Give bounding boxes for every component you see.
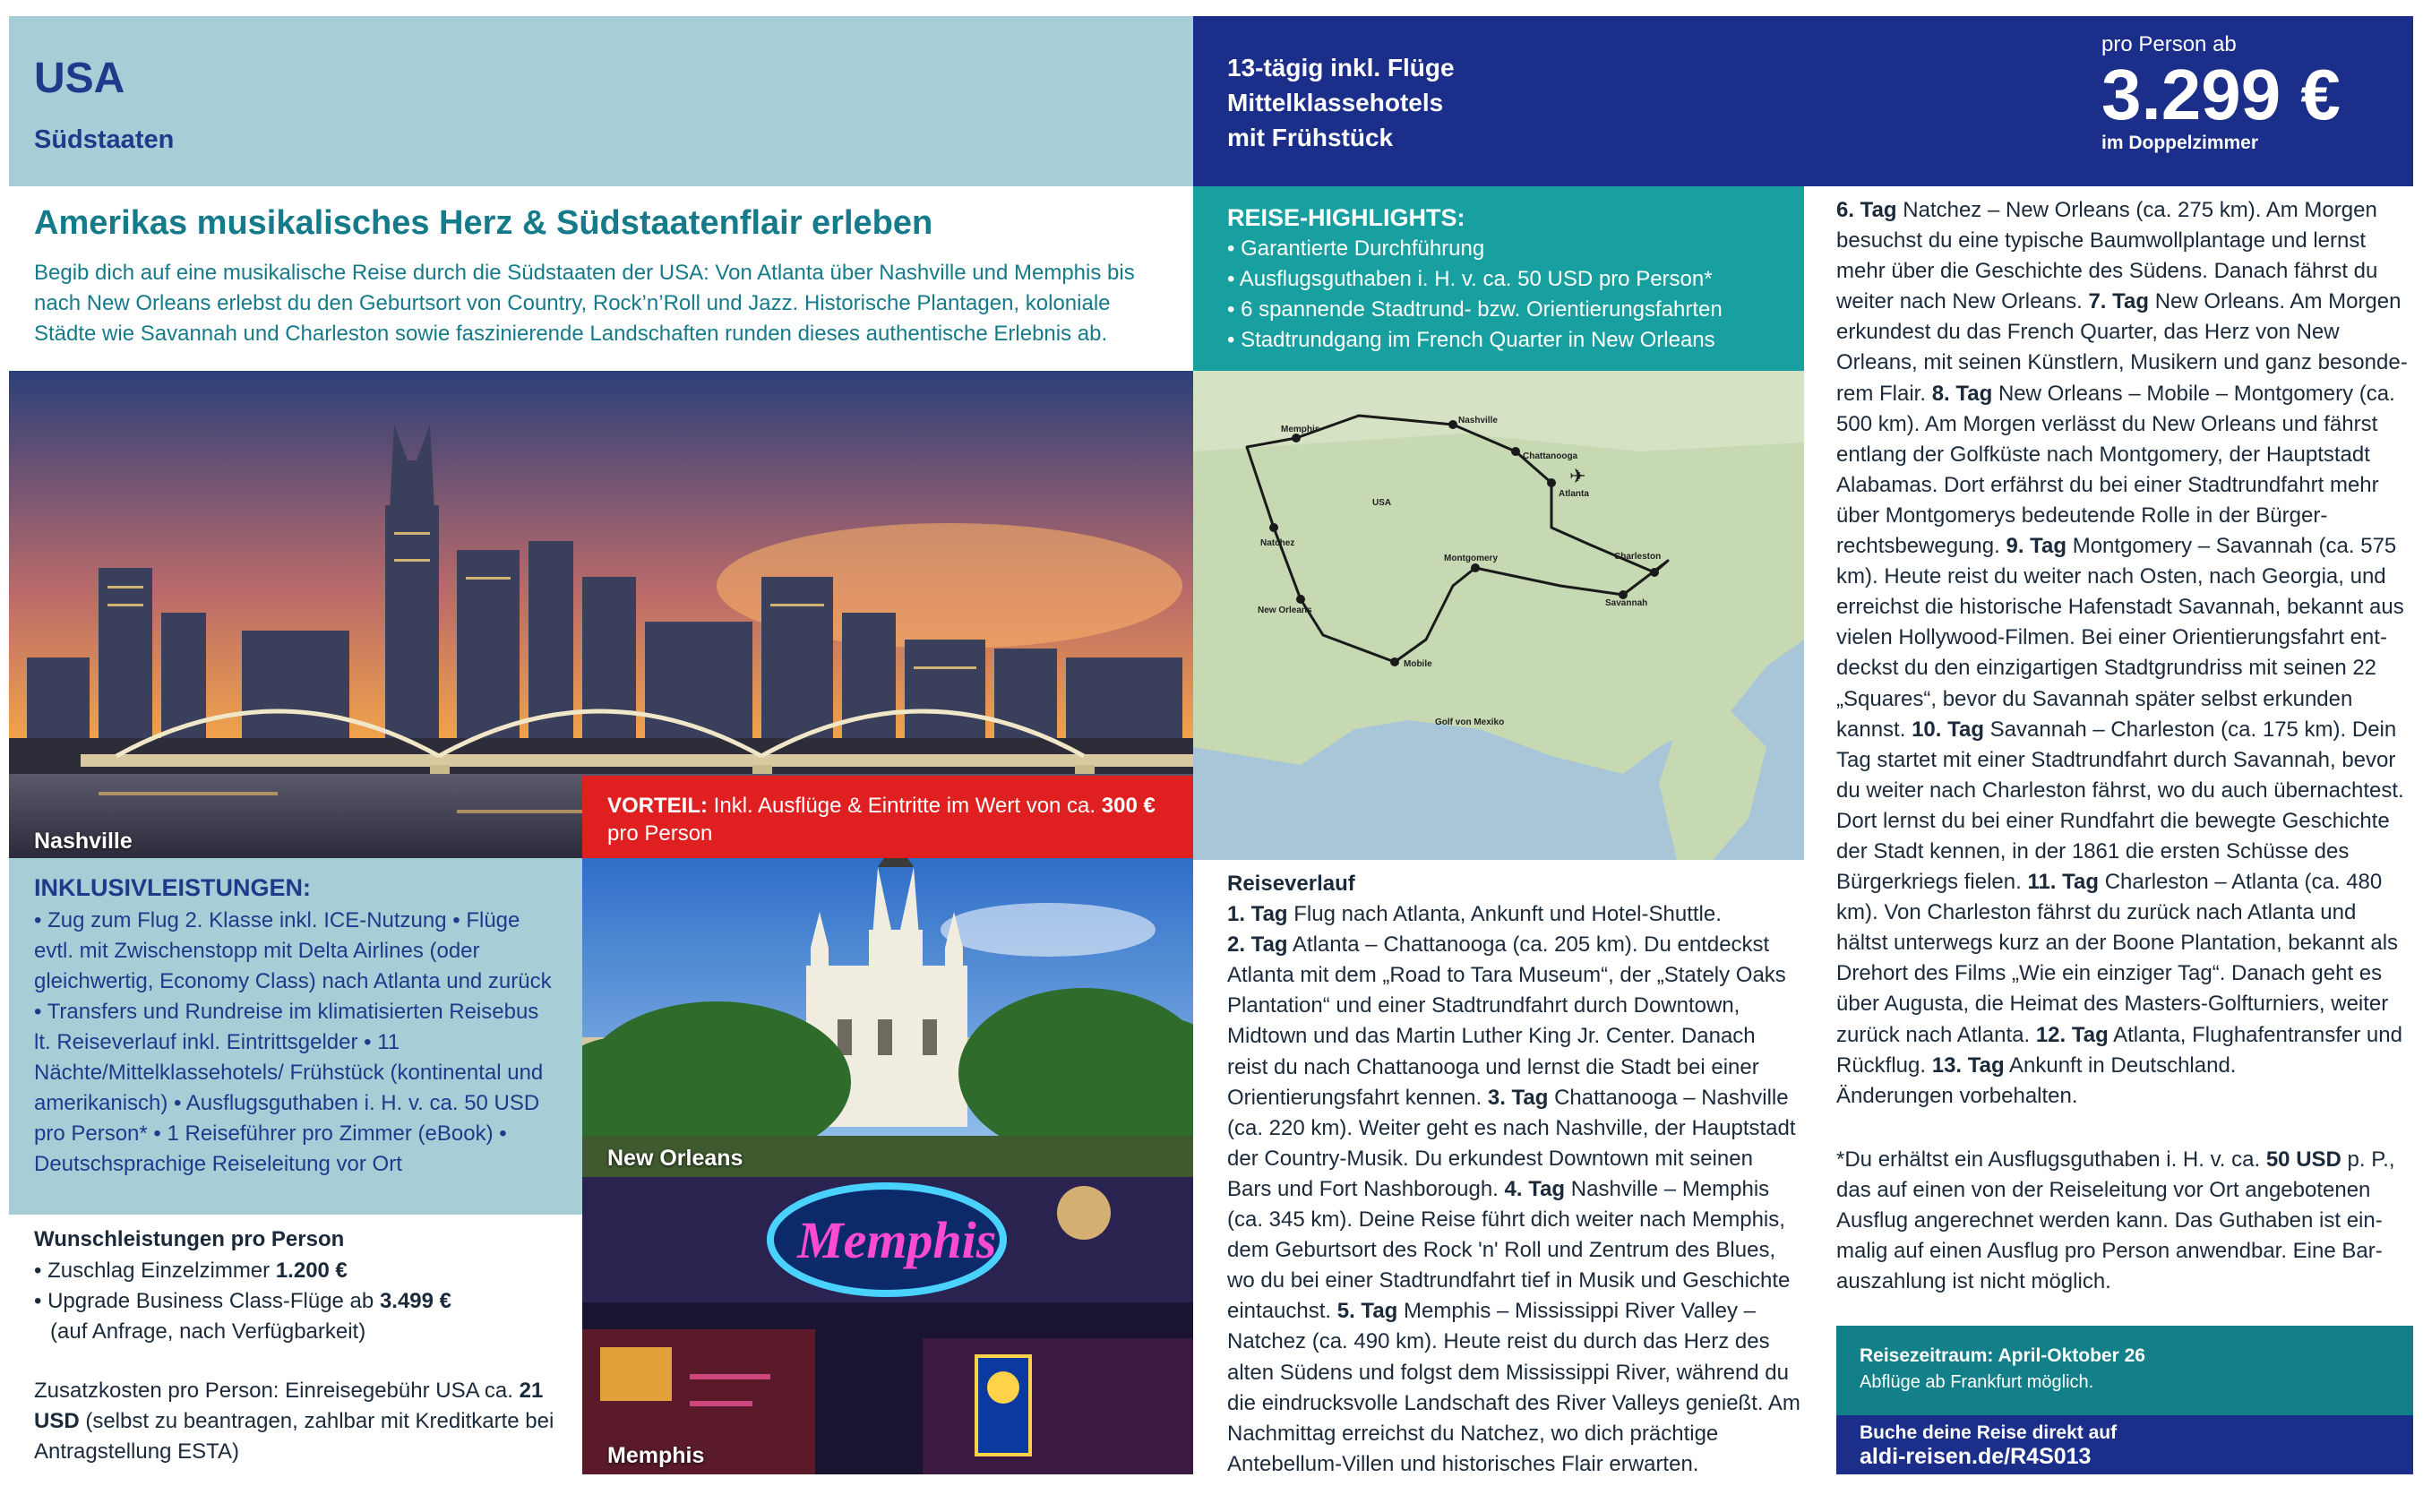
wunsch-item-label: • Upgrade Business Class-Flüge ab bbox=[34, 1289, 374, 1313]
memphis-photo bbox=[582, 1177, 1193, 1474]
wunsch-item-label: • Zuschlag Einzelzimmer bbox=[34, 1259, 271, 1283]
feature-duration: 13-tägig inkl. Flüge bbox=[1227, 54, 1455, 82]
new-orleans-photo bbox=[582, 858, 1193, 1177]
price-box bbox=[2101, 32, 2388, 154]
zusatz-amount: 21 USD bbox=[34, 1379, 544, 1433]
zusatz-note: (selbst zu beantragen, zahlbar mit Kreditkarte bei Antragstellung ESTA) bbox=[34, 1409, 554, 1464]
new-orleans-caption: New Orleans bbox=[607, 1146, 743, 1171]
booking-box[interactable] bbox=[1836, 1415, 2413, 1474]
map-label-mobile: Mobile bbox=[1404, 659, 1432, 669]
wunsch-note: (auf Anfrage, nach Verfügbarkeit) bbox=[50, 1319, 366, 1344]
travel-period: Reisezeitraum: April-Oktober 26 bbox=[1860, 1345, 2145, 1366]
booking-cta: Buche deine Reise direkt auf bbox=[1860, 1422, 2118, 1443]
vorteil-text: Inkl. Ausflüge & Eintritte im Wert von ca. bbox=[713, 794, 1096, 818]
highlight-item: • Stadtrundgang im French Quarter in New Orleans bbox=[1227, 328, 1715, 352]
wunsch-item-price: 1.200 € bbox=[275, 1259, 348, 1283]
map-label-new-orleans: New Orleans bbox=[1258, 606, 1312, 615]
vorteil-amount: 300 € bbox=[1101, 794, 1156, 818]
inclusive-text: • Zug zum Flug 2. Klasse inkl. ICE-Nutzung • Flüge evtl. mit Zwischenstopp mit Delta Airlines (oder gleichwertig, Economy Class) nach Atlanta und zurück • Transfers und Rundreise im klimatisierten Reisebus lt. Reiseverlauf inkl. Eintrittsgelder • 11 Nächte/Mittelklassehotels/ Frühstück (kontinental und amerikanisch) • Ausflugsguthaben i. H. v. ca. 50 USD pro Person* • 1 Reiseführer pro Zimmer (eBook) • Deutschsprachige Reiseleitung vor Ort bbox=[34, 908, 552, 1176]
header-left-panel bbox=[9, 16, 1193, 186]
itinerary-day: 1. Tag Flug nach Atlanta, Ankunft und Hotel-Shuttle. bbox=[1227, 902, 1722, 927]
highlights-box bbox=[1193, 186, 1804, 371]
itinerary-part-2: 6. Tag Natchez – New Orleans (ca. 275 km). Am Morgen besuchst du eine typische Baumwollplantage und lernst mehr über die Geschichte des Südens. Danach fährst du weiter nach New Orleans. 7. Tag New Orleans. Am Morgen erkundest du das French Quarter, das Herz von New Orleans, mit seinen Künstlern, Musikern und ganz besonderem Flair. 8. Tag New Orleans – Mobile – Montgomery (ca. 500 km). Am Morgen verlässt du New Orleans und fährst entlang der Golfküste nach Montgomery, der Hauptstadt Alabamas. Dort erfährst du bei einer Stadtrundfahrt mehr über Montgomerys bedeutende Rolle in der Bürgerrechtsbewegung. 9. Tag Montgomery – Savannah (ca. 575 km). Heute reist du weiter nach Osten, nach Georgia, und erreichst die historische Hafenstadt Savannah, bekannt aus vielen Hollywood-Filmen. Bei einer Orientierungsfahrt entdeckst du den einzigartigen Stadtgrundriss mit seinen 22 „Squares“, bevor du Savannah später selbst erkunden kannst. 10. Tag Savannah – Charleston (ca. 175 km). Dein Tag startet mit einer Stadtrundfahrt durch Savannah, bevor du weiter nach Charleston fährst, wo du auch übernachtest. Dort lernst du bei einer Rundfahrt die bewegte Geschichte der Stadt kennen, in der 1861 die ersten Schüsse des Bürgerkriegs fielen. 11. Tag Charleston – Atlanta (ca. 480 km). Von Charleston fährst du zurück nach Atlanta und hältst unterwegs kurz an der Boone Plantation, bekannt als Drehort des Films „Wie ein einziger Tag“. Danach geht es über Augusta, die Heimat des Masters-Golfturniers, weiter zurück nach Atlanta. 12. Tag Atlanta, Flughafentransfer und Rückflug. 13. Tag Ankunft in Deutschland. Änderungen vorbehalten. bbox=[1836, 195, 2410, 1112]
memphis-neon-sign: Memphis bbox=[797, 1211, 997, 1269]
map-label-charleston: Charleston bbox=[1614, 552, 1662, 562]
map-label-natchez: Natchez bbox=[1260, 538, 1295, 548]
inclusive-title: INKLUSIVLEISTUNGEN: bbox=[34, 874, 312, 901]
map-label-atlanta: Atlanta bbox=[1559, 489, 1589, 499]
nashville-caption: Nashville bbox=[34, 829, 133, 854]
trip-features bbox=[1227, 50, 1455, 155]
wunsch-item bbox=[34, 1256, 580, 1286]
itinerary-title: Reiseverlauf bbox=[1227, 872, 1355, 896]
highlights-title: REISE-HIGHLIGHTS: bbox=[1227, 204, 1465, 231]
footnote: *Du erhältst ein Ausflugsguthaben i. H. v. ca. 50 USD p. P., das auf einen von der Reiseleitung vor Ort angebotenen Ausflug angerechnet werden kann. Das Guthaben ist einmalig auf einen Ausflug pro Person anwendbar. Eine Barauszahlung ist nicht möglich. bbox=[1836, 1147, 2395, 1293]
wunsch-title: Wunschleistungen pro Person bbox=[34, 1227, 345, 1251]
zusatz-costs bbox=[34, 1376, 580, 1467]
map-label-nashville: Nashville bbox=[1458, 416, 1498, 425]
region-subtitle: Südstaaten bbox=[34, 125, 175, 154]
feature-hotels: Mittelklassehotels bbox=[1227, 89, 1444, 116]
new-orleans-cathedral-image bbox=[582, 858, 1193, 1177]
feature-breakfast: mit Frühstück bbox=[1227, 124, 1394, 151]
price-prefix: pro Person ab bbox=[2101, 32, 2237, 56]
headline: Amerikas musikalisches Herz & Südstaatenflair erleben bbox=[34, 204, 933, 242]
wunsch-item-price: 3.499 € bbox=[379, 1289, 452, 1313]
vorteil-banner bbox=[582, 776, 1193, 858]
changes-note: Änderungen vorbehalten. bbox=[1836, 1083, 2078, 1108]
inclusive-box bbox=[9, 858, 582, 1215]
map-label-usa: USA bbox=[1372, 498, 1392, 508]
departure-note: Abflüge ab Frankfurt möglich. bbox=[1860, 1372, 2094, 1392]
travel-period-box bbox=[1836, 1326, 2413, 1415]
map-label-savannah: Savannah bbox=[1605, 598, 1648, 608]
highlight-item: • 6 spannende Stadtrund- bzw. Orientierungsfahrten bbox=[1227, 297, 1723, 322]
vorteil-label: VORTEIL: bbox=[607, 794, 708, 818]
price-suffix: im Doppelzimmer bbox=[2101, 133, 2259, 153]
map-label-chattanooga: Chattanooga bbox=[1523, 451, 1578, 461]
header-right-panel bbox=[1193, 16, 2413, 186]
route-map bbox=[1193, 371, 1804, 860]
booking-url-link[interactable]: aldi-reisen.de/R4S013 bbox=[1860, 1444, 2092, 1469]
memphis-caption: Memphis bbox=[607, 1443, 705, 1468]
itinerary-days-2-5: 2. Tag Atlanta – Chattanooga (ca. 205 km). Du entdeckst Atlanta mit dem „Road to Tara Museum“, der „Stately Oaks Plantation“ und einer Stadtrundfahrt durch Downtown, Midtown und das Martin Luther King Jr. Center. Danach reist du nach Chattanooga und lernst die Stadt bei einer Orientierungsfahrt kennen. 3. Tag Chattanooga – Nashville (ca. 220 km). Weiter geht es nach Nashville, der Hauptstadt der Country-Musik. Du erkundest Downtown mit seinen Bars und Fort Nashborough. 4. Tag Nashville – Memphis (ca. 345 km). Deine Reise führt dich weiter nach Memphis, dem Geburtsort des Rock 'n' Roll und Zentrum des Blues, wo du bei einer Stadtrundfahrt tief in Musik und Geschichte eintauchst. 5. Tag Memphis – Mississippi River Valley – Natchez (ca. 490 km). Heute reist du durch das Herz des alten Südens und folgst dem Mississippi River, während du die eindrucksvolle Landschaft des River Valleys genießt. Am Nachmittag erreichst du Natchez, wo dich prächtige Antebellum-Villen und historisches Flair erwarten. bbox=[1227, 932, 1800, 1476]
wunsch-item bbox=[34, 1286, 580, 1317]
highlight-item: • Ausflugsguthaben i. H. v. ca. 50 USD pro Person* bbox=[1227, 267, 1713, 291]
highlight-item: • Garantierte Durchführung bbox=[1227, 236, 1485, 261]
map-label-memphis: Memphis bbox=[1281, 425, 1320, 434]
itinerary-part-1 bbox=[1227, 869, 1800, 1480]
zusatz-text: Zusatzkosten pro Person: Einreisegebühr USA ca. bbox=[34, 1379, 513, 1403]
wunsch-section bbox=[34, 1227, 580, 1347]
vorteil-suffix: pro Person bbox=[607, 821, 713, 846]
svg-text:✈: ✈ bbox=[1569, 465, 1586, 487]
price-value: 3.299 € bbox=[2101, 55, 2341, 134]
memphis-beale-street-image bbox=[582, 1177, 1193, 1474]
route-map-image bbox=[1193, 371, 1804, 860]
map-label-gulf: Golf von Mexiko bbox=[1435, 717, 1505, 727]
country-title: USA bbox=[34, 55, 125, 102]
map-label-montgomery: Montgomery bbox=[1444, 554, 1498, 563]
intro-text: Begib dich auf eine musikalische Reise durch die Südstaaten der USA: Von Atlanta über Nashville und Memphis bis nach New Orleans erlebst du den Geburtsort von Country, Rock’n’Roll und Jazz. Historische Plantagen, koloniale Städte wie Savannah und Charleston sowie faszinierende Landschaften runden dieses authentische Erlebnis ab. bbox=[34, 261, 1135, 346]
